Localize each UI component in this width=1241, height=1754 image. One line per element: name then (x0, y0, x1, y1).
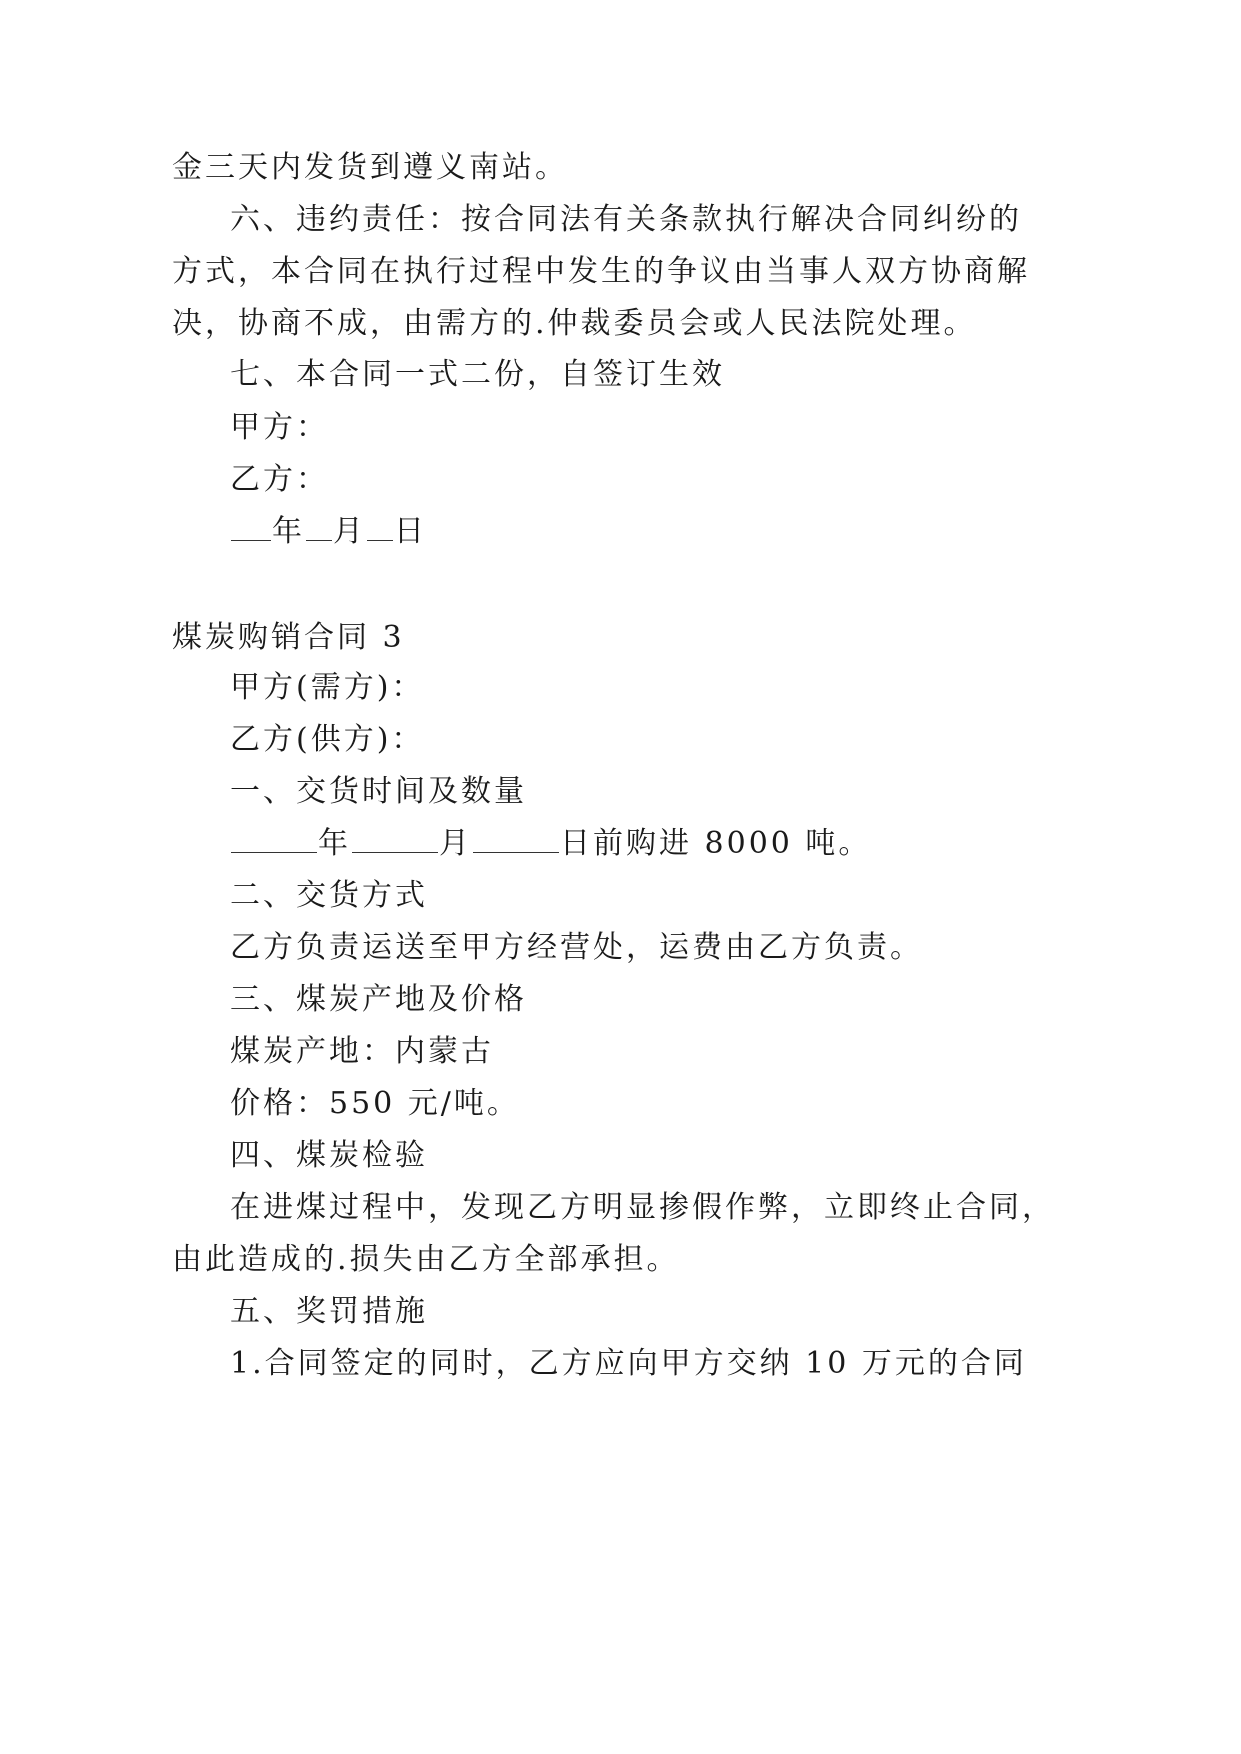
paragraph-line: 六、违约责任：按合同法有关条款执行解决合同纠纷的 (230, 202, 1022, 237)
blank-field (473, 826, 559, 853)
date-day-label: 日 (394, 514, 427, 549)
party-a-label: 甲方： (230, 410, 329, 445)
blank-field (306, 514, 332, 541)
blank-field (367, 514, 393, 541)
contract-title: 煤炭购销合同 3 (172, 620, 405, 655)
paragraph-line: 由此造成的.损失由乙方全部承担。 (172, 1242, 680, 1277)
section-heading: 四、煤炭检验 (230, 1138, 428, 1173)
day-quantity-text: 日前购进 8000 吨。 (560, 826, 872, 861)
paragraph-line: 1.合同签定的同时，乙方应向甲方交纳 10 万元的合同 (230, 1346, 1027, 1381)
seller-label: 乙方(供方)： (230, 722, 425, 757)
paragraph-line: 乙方负责运送至甲方经营处，运费由乙方负责。 (230, 930, 923, 965)
paragraph-line: 金三天内发货到遵义南站。 (172, 150, 568, 185)
price-line: 价格：550 元/吨。 (230, 1086, 520, 1121)
date-month-label: 月 (333, 514, 366, 549)
delivery-date-line (230, 824, 871, 864)
blank-field (352, 826, 438, 853)
date-year-label: 年 (272, 514, 305, 549)
section-heading: 二、交货方式 (230, 878, 428, 913)
section-heading: 一、交货时间及数量 (230, 774, 527, 809)
paragraph-line: 方式，本合同在执行过程中发生的争议由当事人双方协商解 (172, 254, 1030, 289)
section-heading: 五、奖罚措施 (230, 1294, 428, 1329)
origin-line: 煤炭产地：内蒙古 (230, 1034, 494, 1069)
paragraph-line: 七、本合同一式二份，自签订生效 (230, 357, 725, 392)
paragraph-line: 决，协商不成，由需方的.仲裁委员会或人民法院处理。 (172, 306, 977, 341)
blank-field (231, 826, 317, 853)
blank-field (231, 514, 271, 541)
section-heading: 三、煤炭产地及价格 (230, 982, 527, 1017)
year-label: 年 (318, 826, 351, 861)
paragraph-line: 在进煤过程中，发现乙方明显掺假作弊，立即终止合同， (230, 1190, 1055, 1225)
buyer-label: 甲方(需方)： (230, 670, 425, 705)
date-line (230, 512, 427, 552)
party-b-label: 乙方： (230, 462, 329, 497)
month-label: 月 (439, 826, 472, 861)
